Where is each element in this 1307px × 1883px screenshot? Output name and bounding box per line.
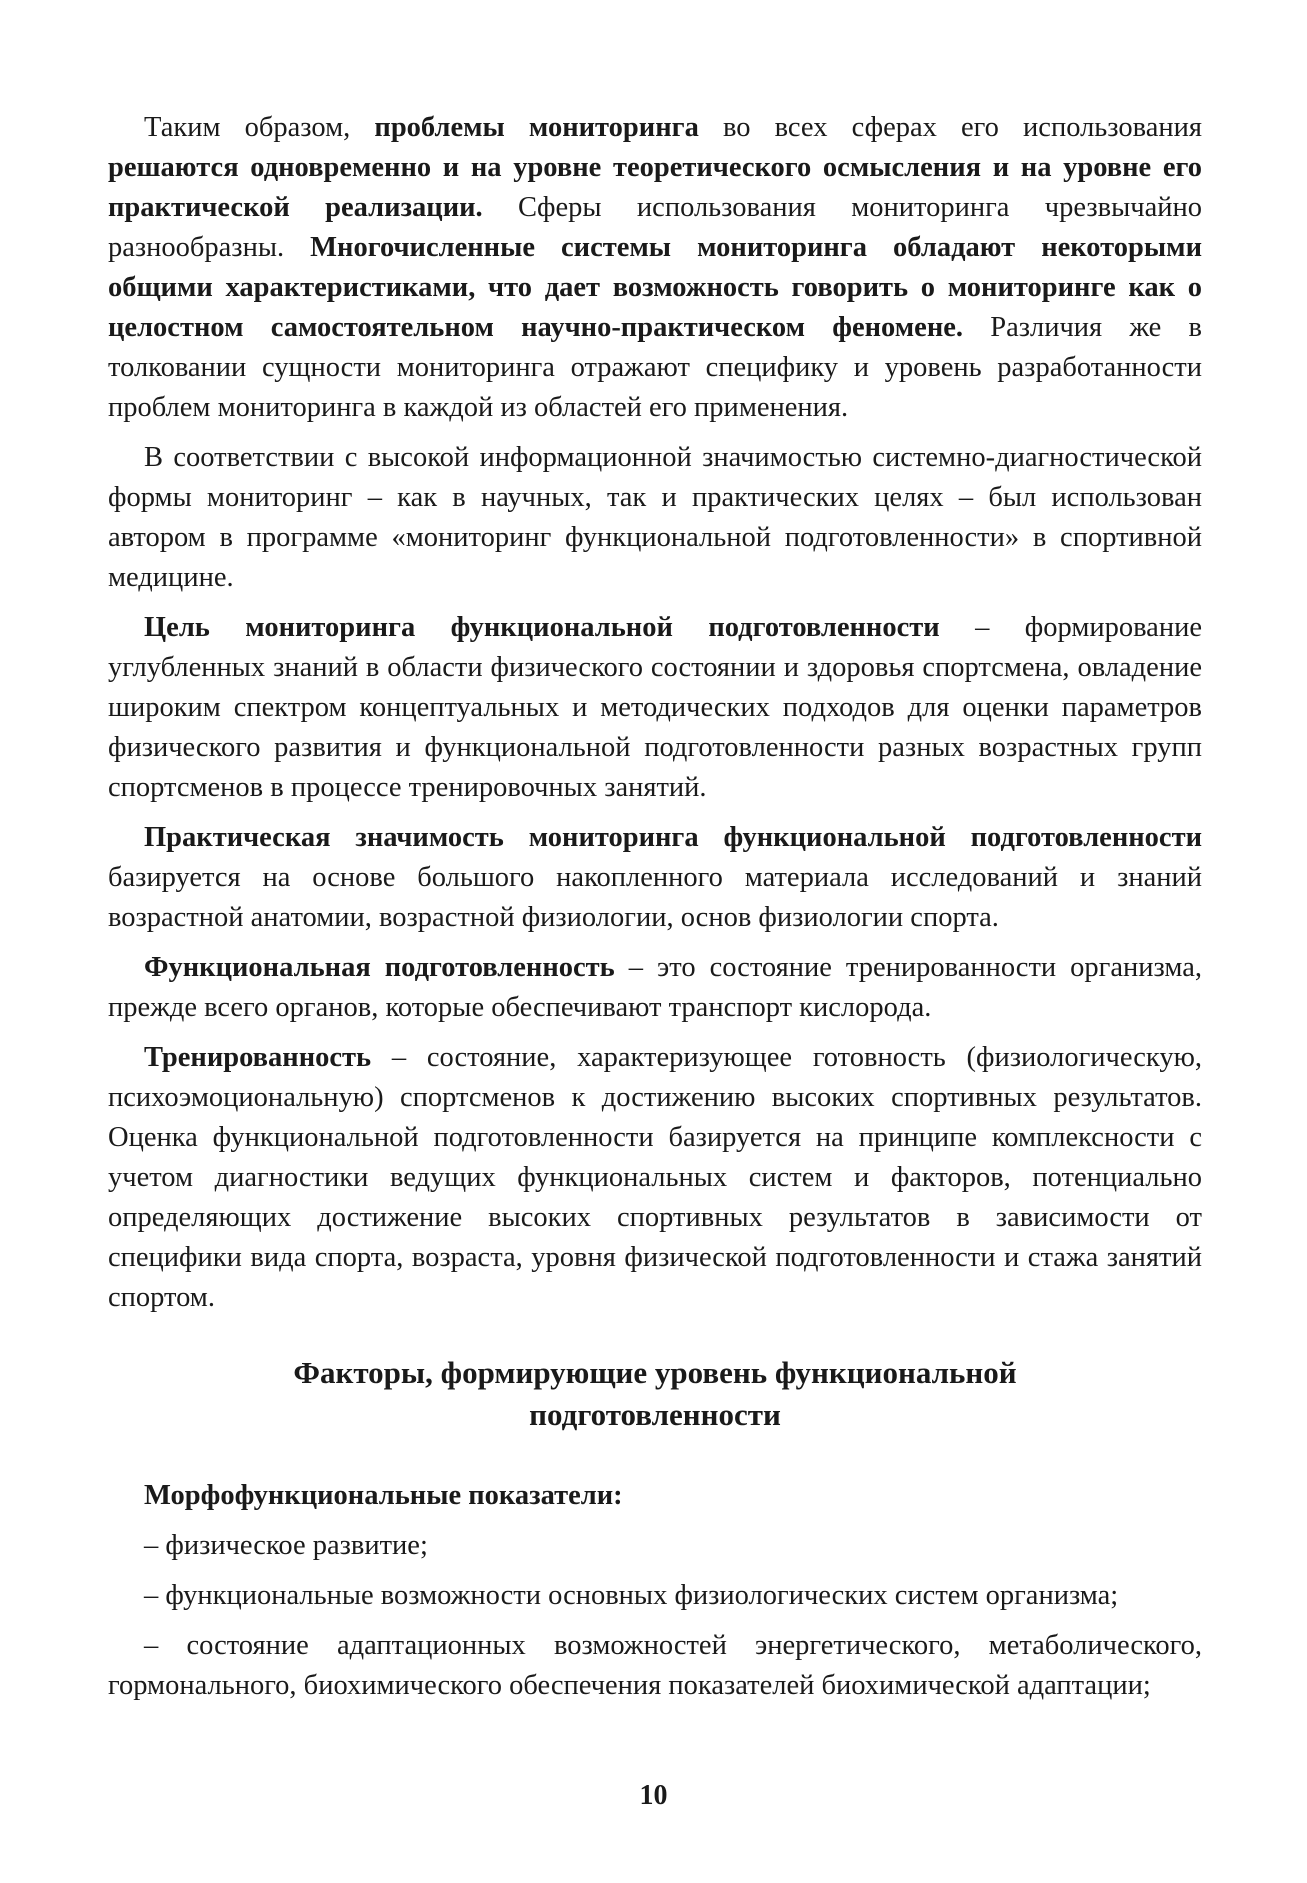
list-item: – физическое развитие; bbox=[144, 1530, 428, 1561]
paragraph-3 bbox=[108, 608, 1202, 808]
page-number: 10 bbox=[639, 1780, 668, 1811]
text-run: Таким образом, bbox=[144, 112, 375, 143]
text-run: – формирование углубленных знаний в области физического состоянии и здоровья спортсмена, овладение широким спектром концептуальных и методических подходов для оценки параметров физического развития и функциональной подготовленности разных возрастных групп спортсменов в процессе тренировочных занятий. bbox=[108, 612, 1202, 803]
paragraph-6 bbox=[108, 1038, 1202, 1318]
text-run: Сферы использования мониторинга чрезвычайно разнообразны. bbox=[108, 192, 1202, 263]
paragraph-4 bbox=[108, 818, 1202, 938]
list-item: – функциональные возможности основных физиологических систем организма; bbox=[144, 1580, 1119, 1611]
term-bold: Тренированность bbox=[144, 1042, 372, 1073]
text-run: базируется на основе большого накопленного материала исследований и знаний возрастной анатомии, возрастной физиологии, основ физиологии спорта. bbox=[108, 862, 1202, 933]
subheading: Морфофункциональные показатели: bbox=[144, 1480, 623, 1511]
paragraph-2: В соответствии с высокой информационной значимостью системно-диагностической формы мониторинг – как в научных, так и практических целях – был использован автором в программе «мониторинг функциональной подготовленности» в спортивной медицине. bbox=[108, 442, 1202, 593]
heading-line-1: Факторы, формирующие уровень функциональной bbox=[293, 1355, 1017, 1390]
term-bold: Цель мониторинга функциональной подготовленности bbox=[144, 612, 940, 643]
heading-line-2: подготовленности bbox=[529, 1397, 781, 1432]
text-run: во всех сферах его использования bbox=[698, 112, 1202, 143]
bold-run: проблемы мониторинга bbox=[374, 112, 699, 143]
text-run: Различия же в толковании сущности мониторинга отражают специфику и уровень разработанности проблем мониторинга в каждой из областей его применения. bbox=[108, 312, 1202, 423]
term-bold: Практическая значимость мониторинга функциональной подготовленности bbox=[144, 822, 1202, 853]
bold-run: решаются одновременно и на уровне теоретического осмысления и на уровне его практической реализации. bbox=[108, 152, 1202, 223]
term-bold: Функциональная подготовленность bbox=[144, 952, 615, 983]
paragraph-5 bbox=[108, 948, 1202, 1028]
list-item: – состояние адаптационных возможностей энергетического, метаболического, гормонального, биохимического обеспечения показателей биохимической адаптации; bbox=[108, 1630, 1202, 1701]
section-heading bbox=[108, 1352, 1202, 1436]
text-run: – это состояние тренированности организма, прежде всего органов, которые обеспечивают транспорт кислорода. bbox=[108, 952, 1202, 1023]
page-content bbox=[108, 108, 1202, 1716]
bold-run: Многочисленные системы мониторинга обладают некоторыми общими характеристиками, что дает возможность говорить о мониторинге как о целостном самостоятельном научно-практическом феномене. bbox=[108, 232, 1202, 343]
text-run: – состояние, характеризующее готовность (физиологическую, психоэмоциональную) спортсменов к достижению высоких спортивных результатов. Оценка функциональной подготовленности базируется на принципе комплексности с учетом диагностики ведущих функциональных систем и факторов, потенциально определяющих достижение высоких спортивных результатов в зависимости от специфики вида спорта, возраста, уровня физической подготовленности и стажа занятий спортом. bbox=[108, 1042, 1202, 1313]
paragraph-1 bbox=[108, 108, 1202, 428]
